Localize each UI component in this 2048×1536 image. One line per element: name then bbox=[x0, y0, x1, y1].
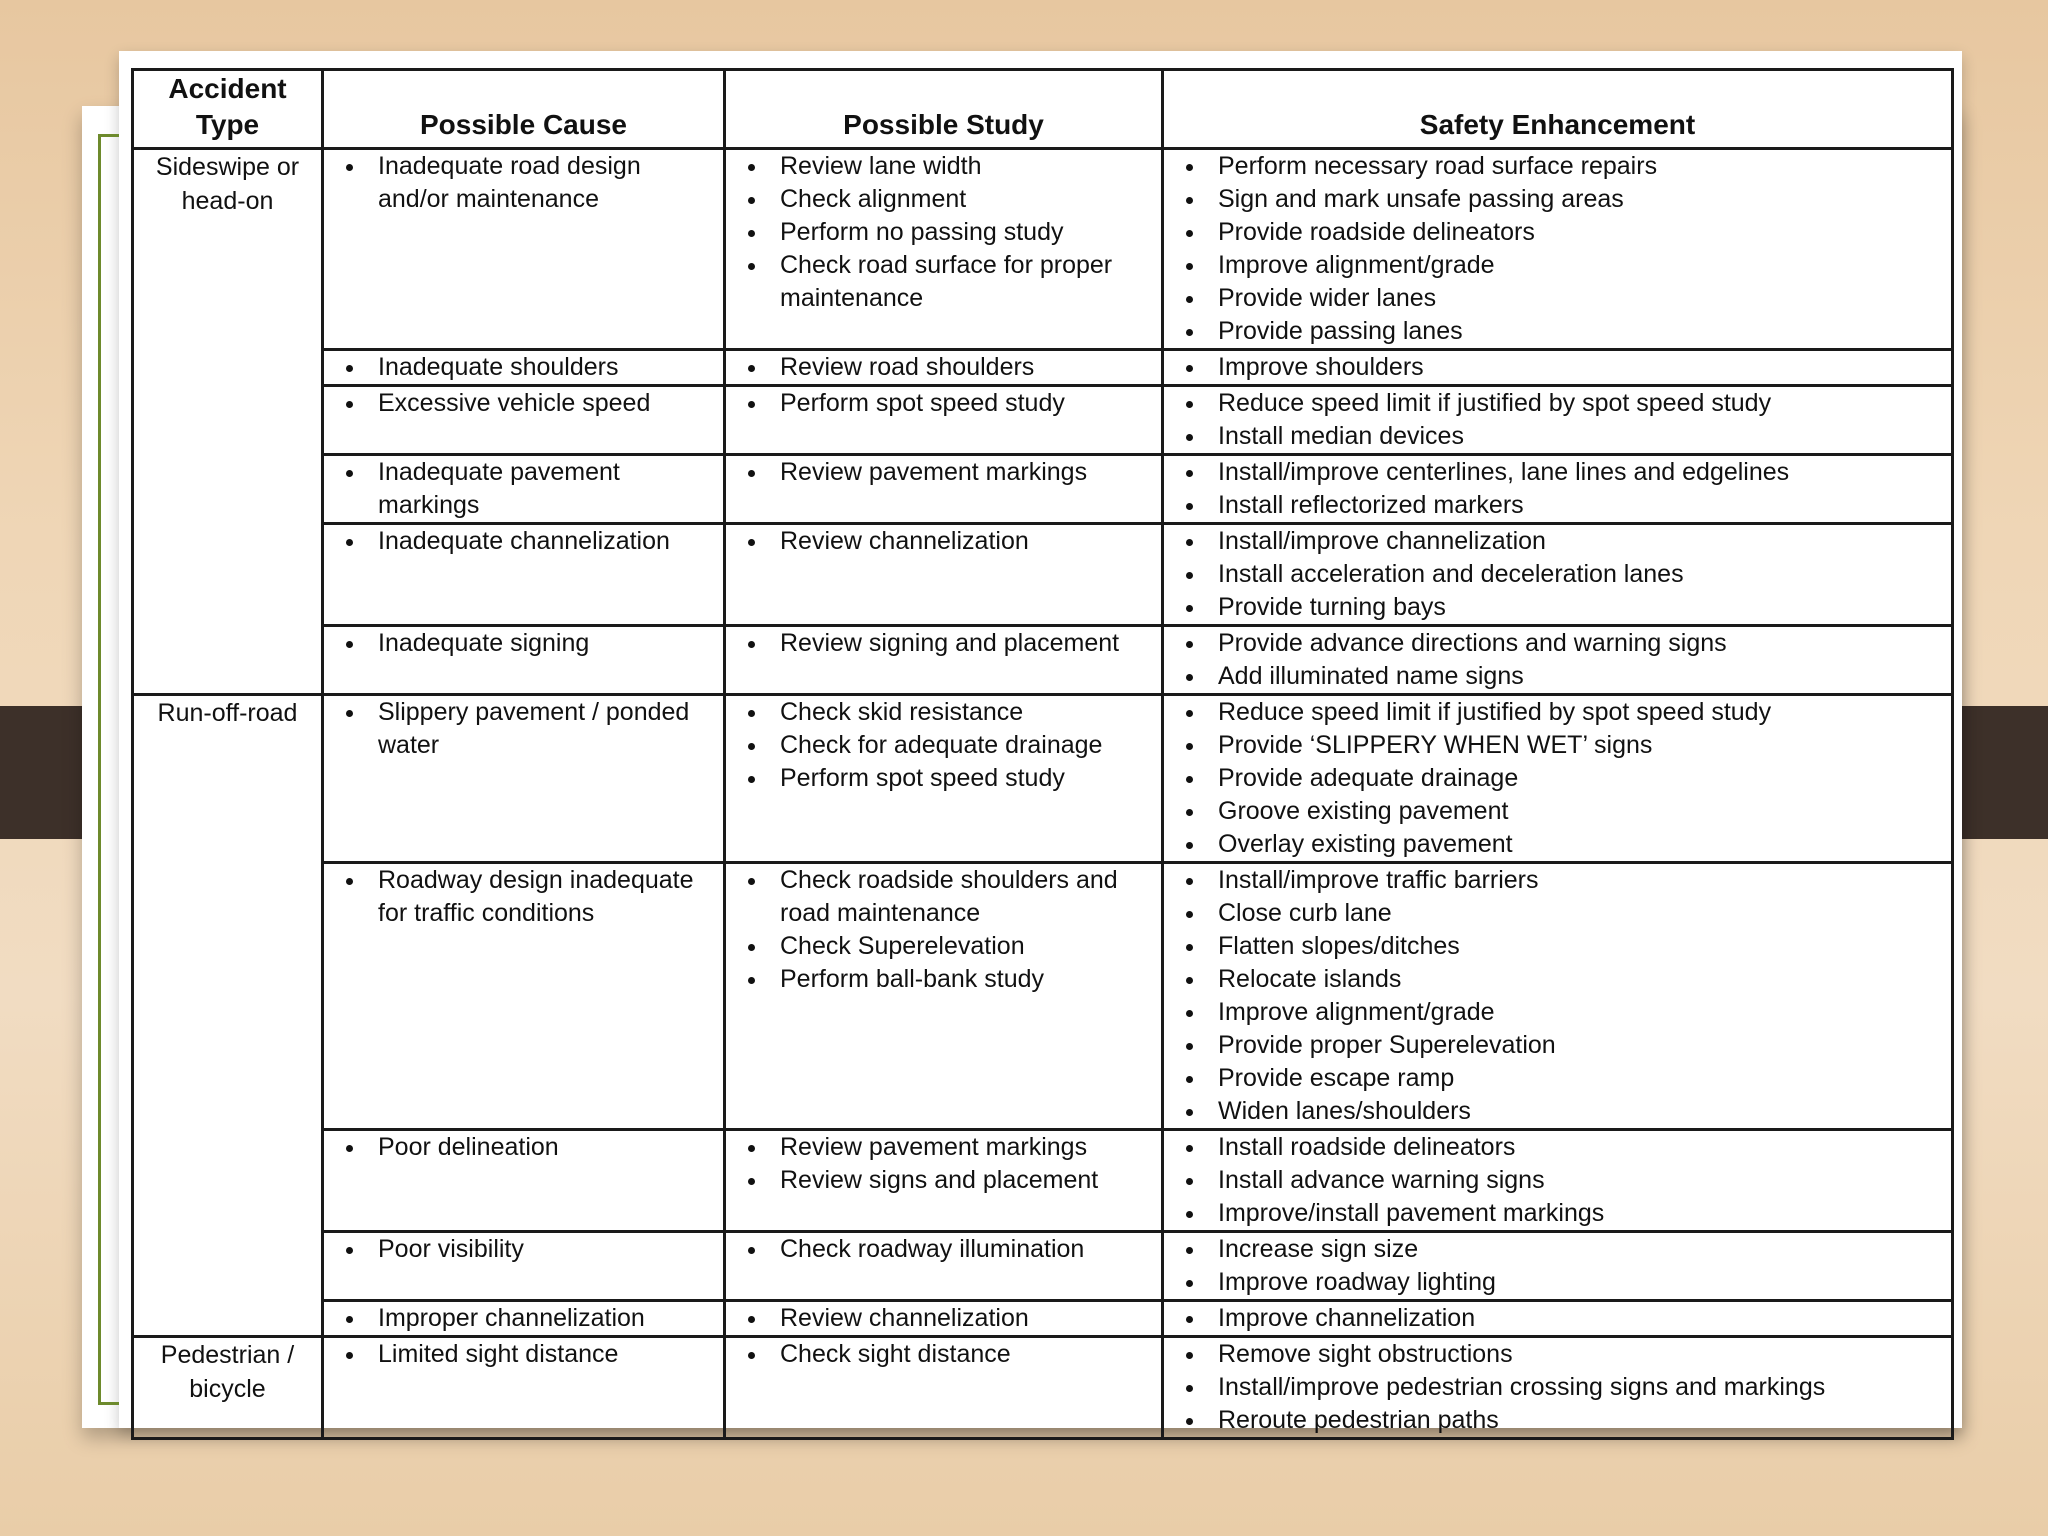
study-cell bbox=[725, 1337, 1163, 1439]
study-list bbox=[726, 696, 1161, 795]
study-list bbox=[726, 351, 1161, 384]
enhancement-item: Install median devices bbox=[1164, 420, 1951, 453]
cause-item: Limited sight distance bbox=[324, 1338, 723, 1371]
enhancement-cell bbox=[1163, 1301, 1953, 1337]
cause-list bbox=[324, 696, 723, 762]
table-row bbox=[133, 1232, 1953, 1301]
accident-type-cell: Sideswipe or head-on bbox=[133, 149, 323, 695]
enhancement-item: Install acceleration and deceleration lanes bbox=[1164, 558, 1951, 591]
cause-cell bbox=[323, 149, 725, 350]
enhancement-item: Provide turning bays bbox=[1164, 591, 1951, 624]
enhancement-item: Install roadside delineators bbox=[1164, 1131, 1951, 1164]
enhancement-cell bbox=[1163, 350, 1953, 386]
enhancement-item: Reroute pedestrian paths bbox=[1164, 1404, 1951, 1437]
table-row bbox=[133, 863, 1953, 1130]
enhancement-item: Install advance warning signs bbox=[1164, 1164, 1951, 1197]
study-cell bbox=[725, 626, 1163, 695]
cause-cell bbox=[323, 1130, 725, 1232]
header-accident-type: Accident Type bbox=[133, 70, 323, 149]
enhancement-item: Reduce speed limit if justified by spot speed study bbox=[1164, 696, 1951, 729]
cause-cell bbox=[323, 386, 725, 455]
enhancement-item: Install/improve pedestrian crossing signs and markings bbox=[1164, 1371, 1951, 1404]
enhancement-item: Close curb lane bbox=[1164, 897, 1951, 930]
study-list bbox=[726, 387, 1161, 420]
study-item: Check roadside shoulders and road maintenance bbox=[726, 864, 1161, 930]
cause-item: Inadequate channelization bbox=[324, 525, 723, 558]
cause-cell bbox=[323, 695, 725, 863]
enhancement-item: Flatten slopes/ditches bbox=[1164, 930, 1951, 963]
enhancement-item: Provide proper Superelevation bbox=[1164, 1029, 1951, 1062]
study-cell bbox=[725, 350, 1163, 386]
enhancement-item: Perform necessary road surface repairs bbox=[1164, 150, 1951, 183]
enhancement-cell bbox=[1163, 1337, 1953, 1439]
header-safety-enhancement: Safety Enhancement bbox=[1163, 70, 1953, 149]
cause-cell bbox=[323, 524, 725, 626]
table-row bbox=[133, 455, 1953, 524]
enhancement-list bbox=[1164, 351, 1951, 384]
accident-type-cell: Pedestrian / bicycle bbox=[133, 1337, 323, 1439]
decorative-band-right bbox=[1950, 706, 2048, 839]
enhancement-item: Install/improve centerlines, lane lines and edgelines bbox=[1164, 456, 1951, 489]
study-item: Review channelization bbox=[726, 525, 1161, 558]
study-list bbox=[726, 864, 1161, 996]
enhancement-item: Provide wider lanes bbox=[1164, 282, 1951, 315]
cause-cell bbox=[323, 626, 725, 695]
cause-list bbox=[324, 150, 723, 216]
study-item: Check alignment bbox=[726, 183, 1161, 216]
study-list bbox=[726, 1233, 1161, 1266]
enhancement-list bbox=[1164, 150, 1951, 348]
cause-list bbox=[324, 1233, 723, 1266]
cause-list bbox=[324, 525, 723, 558]
study-list bbox=[726, 1338, 1161, 1371]
enhancement-item: Install/improve traffic barriers bbox=[1164, 864, 1951, 897]
table-row bbox=[133, 695, 1953, 863]
enhancement-list bbox=[1164, 696, 1951, 861]
enhancement-list bbox=[1164, 456, 1951, 522]
study-item: Review lane width bbox=[726, 150, 1161, 183]
enhancement-item: Provide escape ramp bbox=[1164, 1062, 1951, 1095]
study-item: Check roadway illumination bbox=[726, 1233, 1161, 1266]
accident-type-cell: Run-off-road bbox=[133, 695, 323, 1337]
study-item: Perform no passing study bbox=[726, 216, 1161, 249]
study-cell bbox=[725, 524, 1163, 626]
enhancement-item: Install/improve channelization bbox=[1164, 525, 1951, 558]
enhancement-item: Add illuminated name signs bbox=[1164, 660, 1951, 693]
enhancement-list bbox=[1164, 864, 1951, 1128]
study-list bbox=[726, 627, 1161, 660]
table-row bbox=[133, 626, 1953, 695]
cause-item: Inadequate pavement markings bbox=[324, 456, 723, 522]
table-row bbox=[133, 524, 1953, 626]
enhancement-list bbox=[1164, 525, 1951, 624]
table-row bbox=[133, 1130, 1953, 1232]
enhancement-item: Sign and mark unsafe passing areas bbox=[1164, 183, 1951, 216]
cause-list bbox=[324, 387, 723, 420]
study-cell bbox=[725, 695, 1163, 863]
cause-cell bbox=[323, 350, 725, 386]
study-item: Perform spot speed study bbox=[726, 762, 1161, 795]
cause-item: Poor visibility bbox=[324, 1233, 723, 1266]
study-list bbox=[726, 1131, 1161, 1197]
enhancement-item: Improve alignment/grade bbox=[1164, 996, 1951, 1029]
cause-cell bbox=[323, 1337, 725, 1439]
enhancement-item: Install reflectorized markers bbox=[1164, 489, 1951, 522]
study-cell bbox=[725, 455, 1163, 524]
cause-cell bbox=[323, 863, 725, 1130]
enhancement-cell bbox=[1163, 1232, 1953, 1301]
study-cell bbox=[725, 863, 1163, 1130]
enhancement-item: Improve alignment/grade bbox=[1164, 249, 1951, 282]
accident-countermeasures-table bbox=[131, 68, 1954, 1440]
enhancement-cell bbox=[1163, 626, 1953, 695]
cause-list bbox=[324, 1302, 723, 1335]
cause-item: Improper channelization bbox=[324, 1302, 723, 1335]
study-cell bbox=[725, 1301, 1163, 1337]
enhancement-item: Increase sign size bbox=[1164, 1233, 1951, 1266]
cause-item: Inadequate road design and/or maintenance bbox=[324, 150, 723, 216]
enhancement-item: Improve channelization bbox=[1164, 1302, 1951, 1335]
study-cell bbox=[725, 1232, 1163, 1301]
enhancement-cell bbox=[1163, 524, 1953, 626]
study-item: Review signing and placement bbox=[726, 627, 1161, 660]
enhancement-item: Groove existing pavement bbox=[1164, 795, 1951, 828]
study-item: Review pavement markings bbox=[726, 456, 1161, 489]
table-row bbox=[133, 1301, 1953, 1337]
cause-list bbox=[324, 456, 723, 522]
enhancement-item: Improve roadway lighting bbox=[1164, 1266, 1951, 1299]
enhancement-cell bbox=[1163, 386, 1953, 455]
study-list bbox=[726, 456, 1161, 489]
cause-list bbox=[324, 351, 723, 384]
enhancement-list bbox=[1164, 627, 1951, 693]
enhancement-item: Provide advance directions and warning signs bbox=[1164, 627, 1951, 660]
study-item: Review pavement markings bbox=[726, 1131, 1161, 1164]
table-header-row bbox=[133, 70, 1953, 149]
study-item: Check road surface for proper maintenance bbox=[726, 249, 1161, 315]
enhancement-list bbox=[1164, 1302, 1951, 1335]
study-item: Perform ball-bank study bbox=[726, 963, 1161, 996]
enhancement-list bbox=[1164, 1131, 1951, 1230]
header-possible-cause: Possible Cause bbox=[323, 70, 725, 149]
study-list bbox=[726, 1302, 1161, 1335]
enhancement-item: Remove sight obstructions bbox=[1164, 1338, 1951, 1371]
cause-item: Roadway design inadequate for traffic conditions bbox=[324, 864, 723, 930]
cause-cell bbox=[323, 1301, 725, 1337]
decorative-bracket bbox=[98, 134, 119, 1405]
table-row bbox=[133, 386, 1953, 455]
cause-item: Slippery pavement / ponded water bbox=[324, 696, 723, 762]
header-possible-study: Possible Study bbox=[725, 70, 1163, 149]
table-row bbox=[133, 350, 1953, 386]
enhancement-cell bbox=[1163, 695, 1953, 863]
table-row bbox=[133, 149, 1953, 350]
enhancement-item: Improve shoulders bbox=[1164, 351, 1951, 384]
enhancement-list bbox=[1164, 1233, 1951, 1299]
cause-item: Poor delineation bbox=[324, 1131, 723, 1164]
study-list bbox=[726, 525, 1161, 558]
enhancement-list bbox=[1164, 387, 1951, 453]
enhancement-cell bbox=[1163, 863, 1953, 1130]
enhancement-item: Provide ‘SLIPPERY WHEN WET’ signs bbox=[1164, 729, 1951, 762]
study-item: Check sight distance bbox=[726, 1338, 1161, 1371]
study-item: Perform spot speed study bbox=[726, 387, 1161, 420]
study-item: Review signs and placement bbox=[726, 1164, 1161, 1197]
cause-list bbox=[324, 1131, 723, 1164]
enhancement-cell bbox=[1163, 455, 1953, 524]
cause-item: Inadequate shoulders bbox=[324, 351, 723, 384]
table-row bbox=[133, 1337, 1953, 1439]
enhancement-item: Relocate islands bbox=[1164, 963, 1951, 996]
enhancement-cell bbox=[1163, 149, 1953, 350]
enhancement-item: Provide passing lanes bbox=[1164, 315, 1951, 348]
cause-item: Excessive vehicle speed bbox=[324, 387, 723, 420]
study-cell bbox=[725, 149, 1163, 350]
enhancement-item: Provide roadside delineators bbox=[1164, 216, 1951, 249]
study-item: Review road shoulders bbox=[726, 351, 1161, 384]
cause-item: Inadequate signing bbox=[324, 627, 723, 660]
enhancement-cell bbox=[1163, 1130, 1953, 1232]
cause-list bbox=[324, 627, 723, 660]
study-item: Review channelization bbox=[726, 1302, 1161, 1335]
study-list bbox=[726, 150, 1161, 315]
enhancement-item: Widen lanes/shoulders bbox=[1164, 1095, 1951, 1128]
enhancement-list bbox=[1164, 1338, 1951, 1437]
enhancement-item: Overlay existing pavement bbox=[1164, 828, 1951, 861]
cause-list bbox=[324, 1338, 723, 1371]
enhancement-item: Improve/install pavement markings bbox=[1164, 1197, 1951, 1230]
study-item: Check skid resistance bbox=[726, 696, 1161, 729]
enhancement-item: Provide adequate drainage bbox=[1164, 762, 1951, 795]
cause-list bbox=[324, 864, 723, 930]
study-item: Check for adequate drainage bbox=[726, 729, 1161, 762]
cause-cell bbox=[323, 455, 725, 524]
study-cell bbox=[725, 1130, 1163, 1232]
enhancement-item: Reduce speed limit if justified by spot speed study bbox=[1164, 387, 1951, 420]
study-cell bbox=[725, 386, 1163, 455]
study-item: Check Superelevation bbox=[726, 930, 1161, 963]
cause-cell bbox=[323, 1232, 725, 1301]
